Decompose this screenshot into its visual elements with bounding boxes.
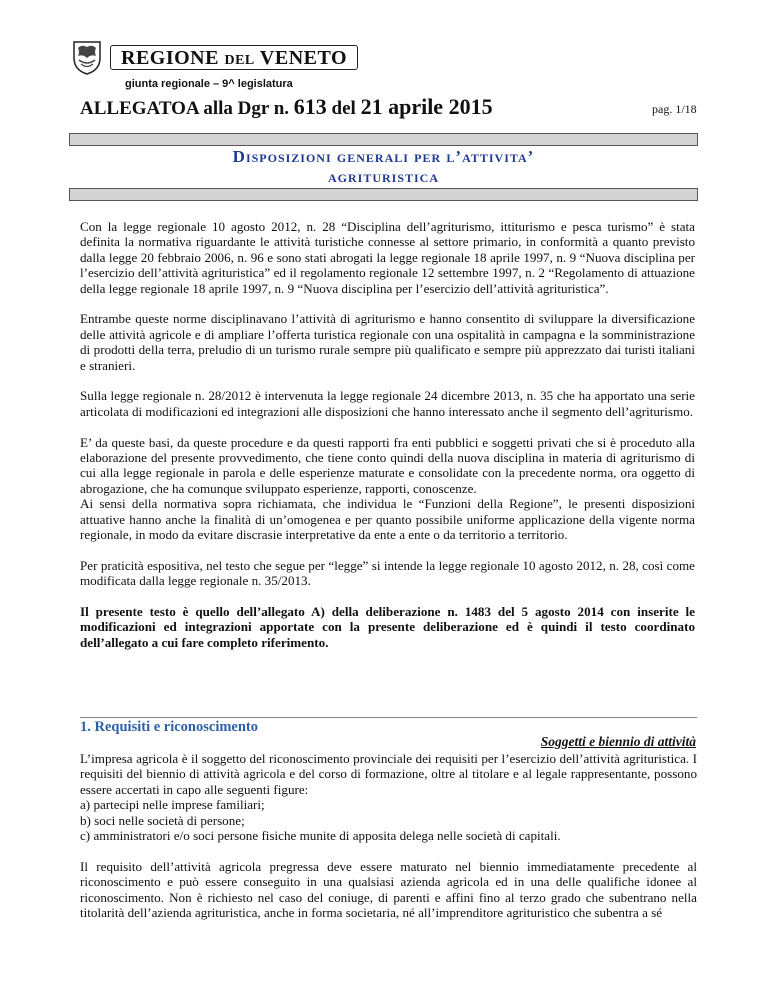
page-number: pag. 1/18 <box>652 102 697 116</box>
bold-paragraph: Il presente testo è quello dell’allegato A) della deliberazione n. 1483 del 5 agosto 2014 con inserite le modificazioni ed integrazioni apportate con la presente deliberazione ed è quindi il testo coordinato dell’allegato a cui fare completo riferimento. <box>80 604 695 650</box>
giunta-caption: giunta regionale – 9^ legislatura <box>125 78 293 90</box>
del-word: del <box>331 98 356 119</box>
coat-of-arms-icon <box>70 38 104 76</box>
region-brand-box <box>110 45 358 70</box>
section-intro: L’impresa agricola è il soggetto del riconoscimento provinciale dei requisiti per l’esercizio dell’attività agrituristica. I requisiti del biennio di attività agricola e del corso di formazione, oltre al titolare e al legale rappresentante, possono essere accertati in capo alle seguenti figure: <box>80 751 697 797</box>
section-divider <box>80 717 697 718</box>
page-title <box>69 147 698 187</box>
paragraph: Per praticità espositiva, nel testo che segue per “legge” si intende la legge regionale 10 agosto 2012, n. 28, così come modificata dalla legge regionale n. 35/2013. <box>80 557 695 589</box>
list-item: b) soci nelle società di persone; <box>80 812 245 828</box>
title-line-1: Disposizioni generali per l’attivita’ <box>232 147 535 166</box>
document-header <box>70 38 358 90</box>
section-heading: 1. Requisiti e riconoscimento <box>80 719 259 735</box>
paragraph: Con la legge regionale 10 agosto 2012, n. 28 “Disciplina dell’agriturismo, ittiturismo e pesca turismo” è stata definita la normativa riguardante le attività turistiche connesse al settore primario, in conformità a quanto previsto dalla legge 20 febbraio 2006, n. 96 e sono stati abrogati la legge regionale 18 aprile 1997, n. 9 “Nuova disciplina per l’esercizio dell’attività agrituristica” ed il regolamento regionale 12 settembre 1997, n. 2 “Regolamento di attuazione della legge regionale 18 aprile 1997, n. 9 “Nuova disciplina per l’esercizio dell’attività agrituristica”. <box>80 219 695 296</box>
title-bar-bottom <box>69 188 698 201</box>
allegato-prefix: ALLEGATOA alla Dgr n. <box>80 98 290 119</box>
title-bar-top <box>69 133 698 146</box>
paragraph: Ai sensi della normativa sopra richiamata, che individua le “Funzioni della Regione”, le presenti disposizioni attuative hanno anche la finalità di un’omogenea e per quanto possibile uniforme applicazione della vigente norma regionale, in modo da evitare discrasie interpretative da ente a ente o da territorio a territorio. <box>80 496 695 543</box>
brand-main: REGIONE <box>121 46 219 69</box>
title-line-2: agrituristica <box>327 167 440 186</box>
intro-body <box>80 219 695 666</box>
brand-del: DEL <box>224 52 255 68</box>
paragraph: Entrambe queste norme disciplinavano l’attività di agriturismo e hanno consentito di sviluppare la diversificazione delle attività agricole e di ampliare l’offerta turistica regionale con una ospitalità in campagna e la somministrazione di prodotti della terra, preludio di un turismo rurale sempre più qualificato e sempre più apprezzato dai turisti italiani e stranieri. <box>80 311 695 373</box>
dgr-date: 21 aprile 2015 <box>360 94 493 119</box>
section-body <box>80 751 697 936</box>
logo-row <box>70 38 358 76</box>
section-subheading: Soggetti e biennio di attività <box>540 734 696 749</box>
dgr-number: 613 <box>293 94 327 119</box>
paragraph: E’ da queste basi, da queste procedure e da questi rapporti fra enti pubblici e soggetti privati che si è proceduto alla elaborazione del presente provvedimento, che tiene conto quindi della nuova disciplina in materia di agriturismo di cui alla legge regionale in parola e delle esperienze maturate e consolidate con la precedente norma, ora oggetto di abrogazione, che ha comunque sviluppato esperienze, rapporti, conoscenze. <box>80 434 695 496</box>
list-item: a) partecipi nelle imprese familiari; <box>80 797 265 813</box>
brand-region: VENETO <box>259 46 348 69</box>
paragraph: Il requisito dell’attività agricola pregressa deve essere maturato nel biennio immediatamente precedente al riconoscimento e può essere conseguito in una qualsiasi azienda agricola ed in una delle qualifiche idonee al riconoscimento. Non è richiesto nel caso del coniuge, di parenti e affini fino al terzo grado che subentrano nella titolarità dell’azienda agrituristica, anche in forma societaria, né all’imprenditore agrituristico che subentra a sé <box>80 858 697 921</box>
paragraph: Sulla legge regionale n. 28/2012 è intervenuta la legge regionale 24 dicembre 2013, n. 35 che ha apportato una serie articolata di modificazioni ed integrazioni alle disposizioni che hanno interessato anche il segmento dell’agriturismo. <box>80 388 695 419</box>
list-item: c) amministratori e/o soci persone fisiche munite di apposita delega nelle società di capitali. <box>80 828 561 844</box>
allegato-line <box>80 94 493 120</box>
